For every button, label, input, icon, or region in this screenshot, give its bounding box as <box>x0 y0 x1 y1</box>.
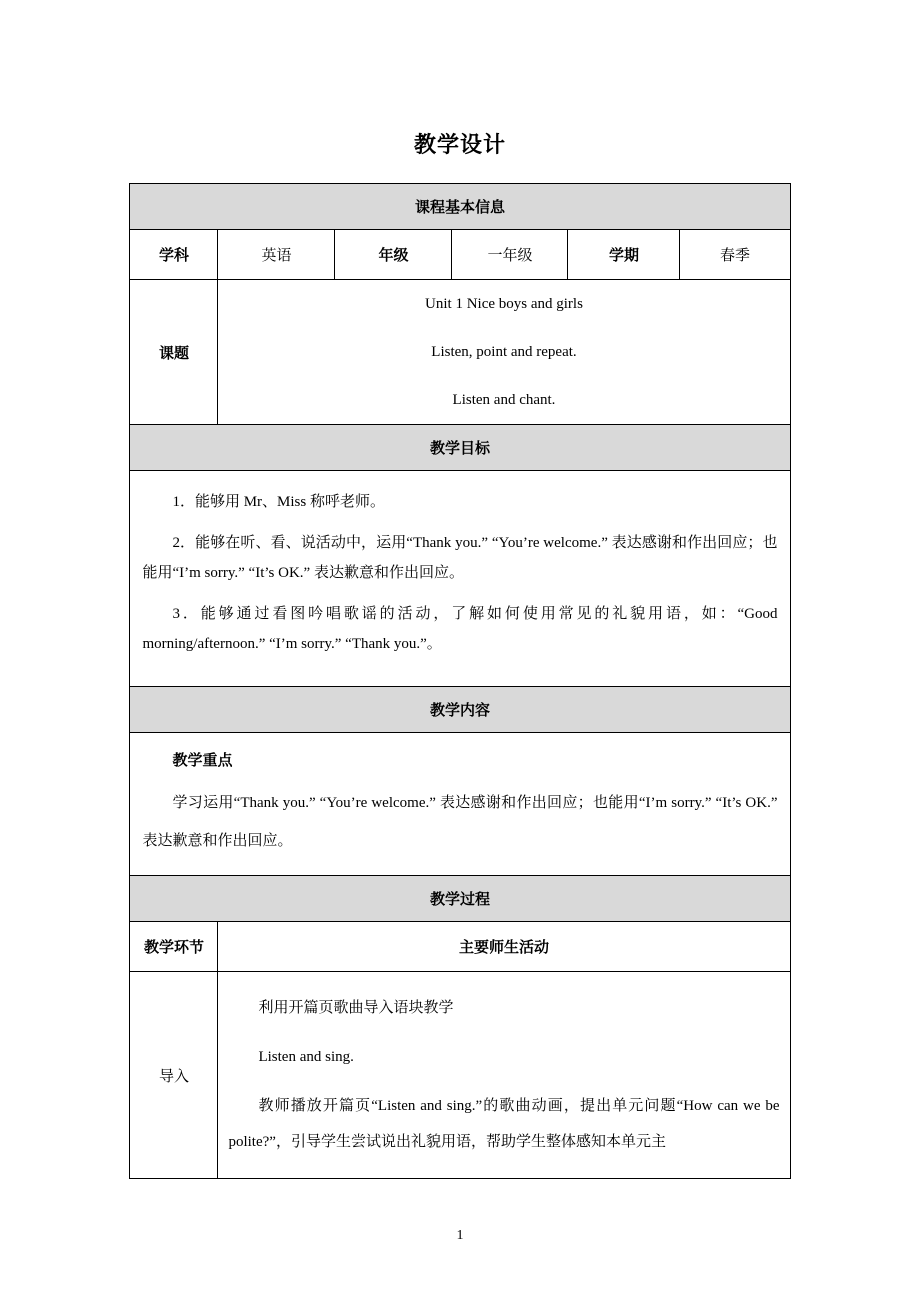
objectives-header-row <box>130 425 790 471</box>
objectives-row <box>130 471 790 687</box>
focus-title: 教学重点 <box>172 753 233 769</box>
term-value: 春季 <box>680 230 790 280</box>
topic-line: Unit 1 Nice boys and girls <box>425 296 583 312</box>
process-columns-row <box>130 922 790 972</box>
objectives-cell <box>130 471 790 687</box>
stage-column-label: 教学环节 <box>130 922 218 972</box>
activity-column-label: 主要师生活动 <box>218 922 790 972</box>
objective-item: 1．能够用 Mr、Miss 称呼老师。 <box>172 494 385 510</box>
course-info-header-row <box>130 184 790 230</box>
content-row <box>130 733 790 876</box>
document-title: 教学设计 <box>413 132 506 157</box>
lesson-plan-table <box>129 183 790 1179</box>
subject-label: 学科 <box>130 230 218 280</box>
subject-value: 英语 <box>218 230 335 280</box>
content-header: 教学内容 <box>130 687 790 733</box>
content-cell <box>130 733 790 876</box>
focus-text: 学习运用“Thank you.” “You’re welcome.” 表达感谢和作出回应；也能用“I’m sorry.” “It’s OK.” 表达歉意和作出回应。 <box>142 795 778 849</box>
objective-item: 3．能够通过看图吟唱歌谣的活动，了解如何使用常见的礼貌用语，如：“Good morning/afternoon.” “I’m sorry.” “Thank you.”。 <box>142 606 778 652</box>
topic-line: Listen, point and repeat. <box>431 344 577 360</box>
intro-stage-row <box>130 972 790 1179</box>
stage-value: 导入 <box>130 972 218 1179</box>
activity-paragraph: 教师播放开篇页“Listen and sing.”的歌曲动画，提出单元问题“How can we be polite?”，引导学生尝试说出礼貌用语，帮助学生整体感知本单元主 <box>228 1098 780 1150</box>
activity-paragraph: Listen and sing. <box>258 1049 354 1065</box>
activity-paragraph: 利用开篇页歌曲导入语块教学 <box>258 1000 454 1016</box>
topic-row <box>130 280 790 425</box>
grade-value: 一年级 <box>452 230 568 280</box>
course-info-header: 课程基本信息 <box>130 184 790 230</box>
course-info-row <box>130 230 790 280</box>
process-header: 教学过程 <box>130 876 790 922</box>
objective-item: 2．能够在听、看、说活动中，运用“Thank you.” “You’re welcome.” 表达感谢和作出回应；也能用“I’m sorry.” “It’s OK.” 表达歉意和作出回应。 <box>142 535 778 581</box>
objectives-header: 教学目标 <box>130 425 790 471</box>
page-number: 1 <box>456 1228 464 1243</box>
topic-cell <box>218 280 790 425</box>
term-label: 学期 <box>568 230 680 280</box>
activity-cell <box>218 972 790 1179</box>
content-header-row <box>130 687 790 733</box>
topic-line: Listen and chant. <box>452 392 556 408</box>
process-header-row <box>130 876 790 922</box>
grade-label: 年级 <box>335 230 452 280</box>
topic-label: 课题 <box>130 280 218 425</box>
